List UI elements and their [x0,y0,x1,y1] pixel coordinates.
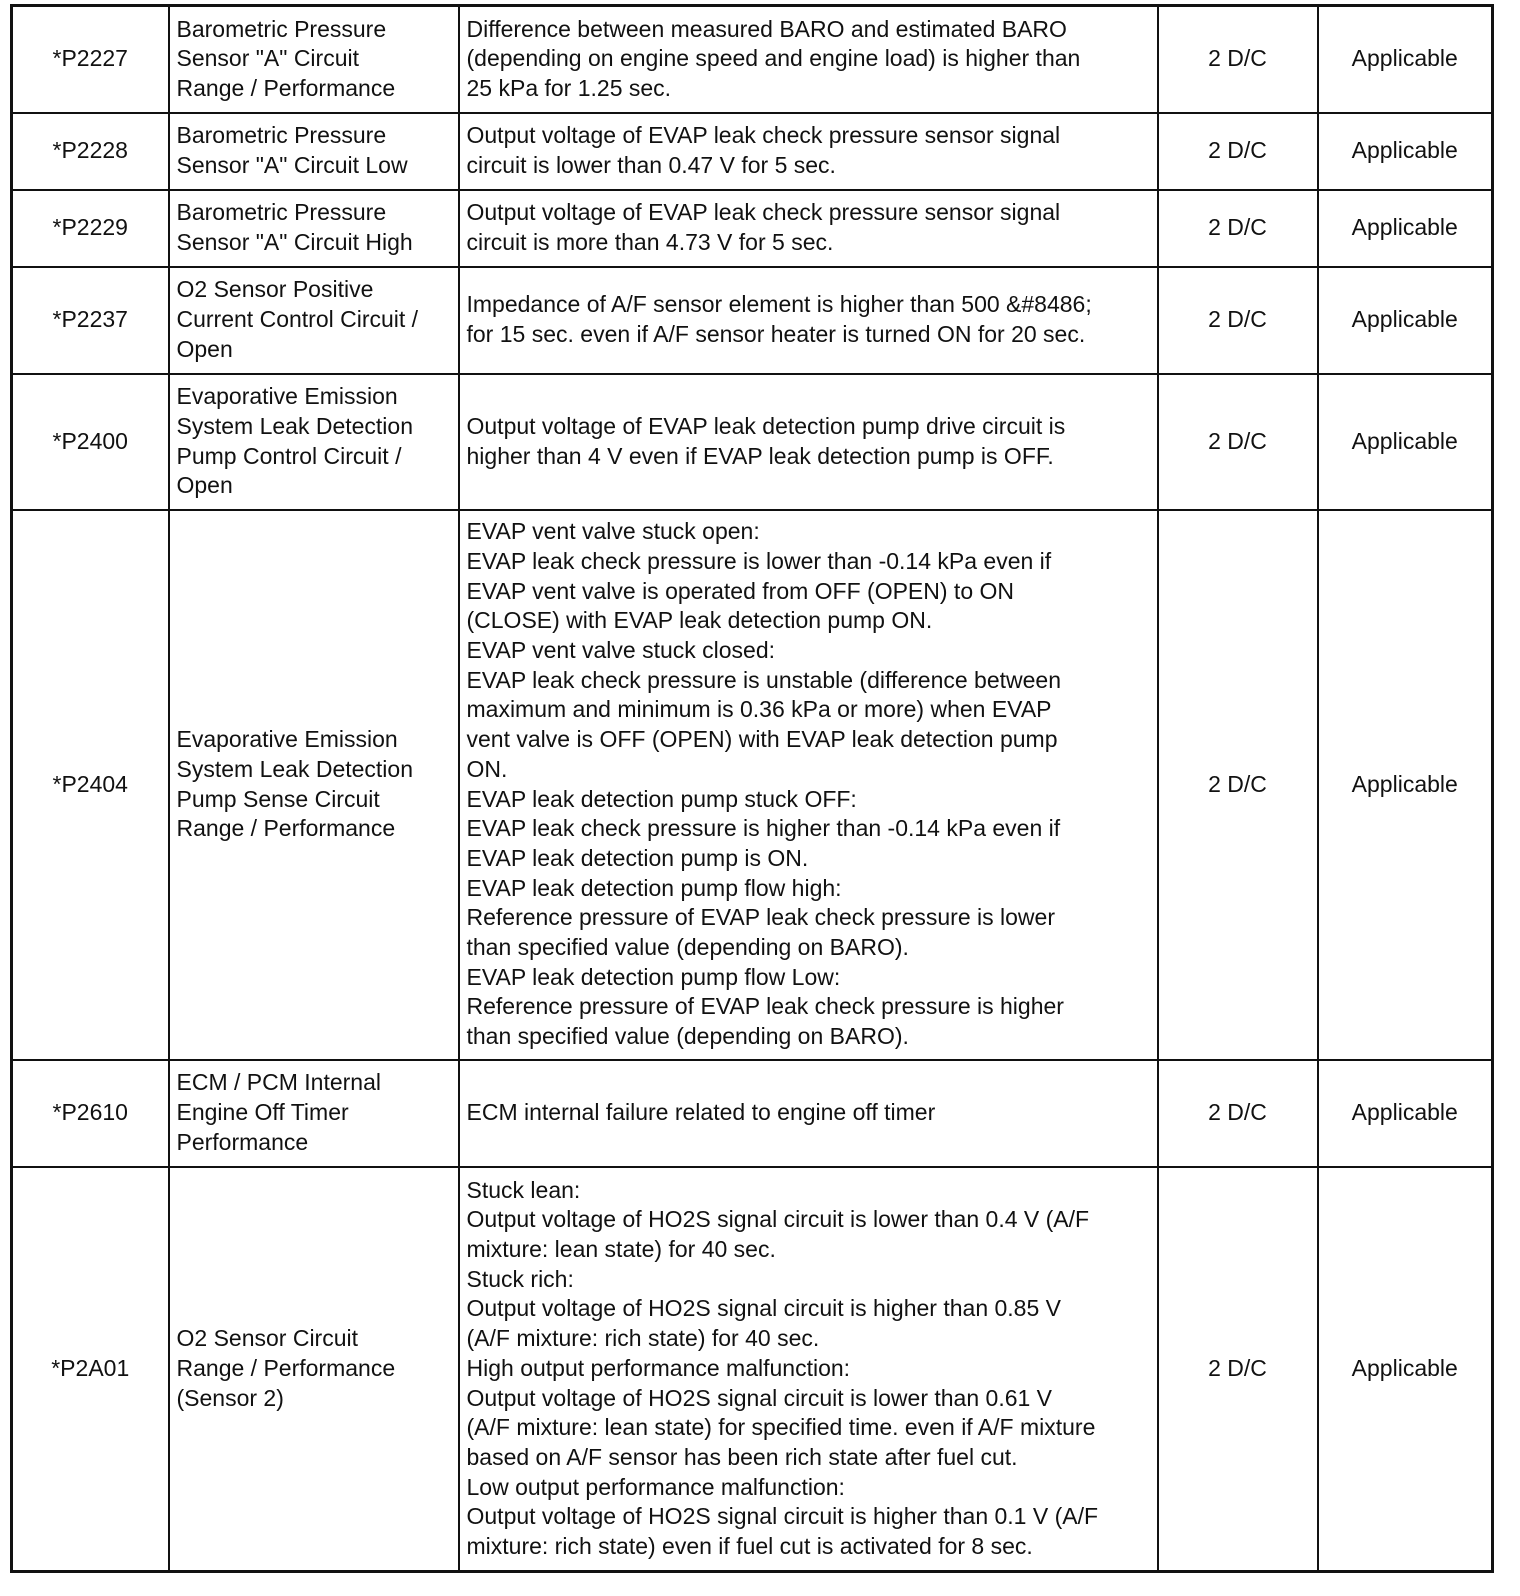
dtc-name-cell: ECM / PCM Internal Engine Off Timer Performance [169,1060,459,1167]
table-row [12,374,1493,510]
detection-condition-cell: ECM internal failure related to engine off timer [459,1060,1158,1167]
dtc-code-cell: *P2229 [12,190,169,267]
detection-condition-cell: Difference between measured BARO and estimated BARO (depending on engine speed and engine load) is higher than 25 kPa for 1.25 sec. [459,6,1158,113]
dtc-name-cell: Evaporative Emission System Leak Detection Pump Sense Circuit Range / Performance [169,510,459,1060]
table-row [12,1167,1493,1572]
table-row [12,510,1493,1060]
detection-condition-cell: Output voltage of EVAP leak detection pump drive circuit is higher than 4 V even if EVAP leak detection pump is OFF. [459,374,1158,510]
dtc-code-cell: *P2400 [12,374,169,510]
mil-cell: Applicable [1318,374,1493,510]
trip-cell: 2 D/C [1158,1167,1318,1572]
detection-condition-cell: EVAP vent valve stuck open: EVAP leak check pressure is lower than -0.14 kPa even if EVAP vent valve is operated from OFF (OPEN) to ON (CLOSE) with EVAP leak detection pump ON. EVAP vent valve stuck closed: EVAP leak check pressure is unstable (difference between maximum and minimum is 0.36 kPa or more) when EVAP vent valve is OFF (OPEN) with EVAP leak detection pump ON. EVAP leak detection pump stuck OFF: EVAP leak check pressure is higher than -0.14 kPa even if EVAP leak detection pump is ON. EVAP leak detection pump flow high: Reference pressure of EVAP leak check pressure is lower than specified value (depending on BARO). EVAP leak detection pump flow Low: Reference pressure of EVAP leak check pressure is higher than specified value (depending on BARO). [459,510,1158,1060]
trip-cell: 2 D/C [1158,6,1318,113]
mil-cell: Applicable [1318,267,1493,374]
mil-cell: Applicable [1318,113,1493,190]
dtc-code-cell: *P2237 [12,267,169,374]
mil-cell: Applicable [1318,510,1493,1060]
trip-cell: 2 D/C [1158,374,1318,510]
table-row [12,113,1493,190]
trip-cell: 2 D/C [1158,113,1318,190]
dtc-code-cell: *P2228 [12,113,169,190]
table-row [12,1060,1493,1167]
dtc-name-cell: Barometric Pressure Sensor "A" Circuit Range / Performance [169,6,459,113]
mil-cell: Applicable [1318,1167,1493,1572]
dtc-name-cell: Evaporative Emission System Leak Detection Pump Control Circuit / Open [169,374,459,510]
dtc-table [10,4,1494,1573]
dtc-name-cell: Barometric Pressure Sensor "A" Circuit High [169,190,459,267]
table-row [12,267,1493,374]
dtc-name-cell: Barometric Pressure Sensor "A" Circuit Low [169,113,459,190]
trip-cell: 2 D/C [1158,267,1318,374]
dtc-code-cell: *P2227 [12,6,169,113]
detection-condition-cell: Output voltage of EVAP leak check pressure sensor signal circuit is lower than 0.47 V for 5 sec. [459,113,1158,190]
mil-cell: Applicable [1318,6,1493,113]
dtc-code-cell: *P2404 [12,510,169,1060]
dtc-code-cell: *P2610 [12,1060,169,1167]
detection-condition-cell: Stuck lean: Output voltage of HO2S signal circuit is lower than 0.4 V (A/F mixture: lean state) for 40 sec. Stuck rich: Output voltage of HO2S signal circuit is higher than 0.85 V (A/F mixture: rich state) for 40 sec. High output performance malfunction: Output voltage of HO2S signal circuit is lower than 0.61 V (A/F mixture: lean state) for specified time. even if A/F mixture based on A/F sensor has been rich state after fuel cut. Low output performance malfunction: Output voltage of HO2S signal circuit is higher than 0.1 V (A/F mixture: rich state) even if fuel cut is activated for 8 sec. [459,1167,1158,1572]
detection-condition-cell: Impedance of A/F sensor element is higher than 500 &#8486; for 15 sec. even if A/F sensor heater is turned ON for 20 sec. [459,267,1158,374]
trip-cell: 2 D/C [1158,1060,1318,1167]
detection-condition-cell: Output voltage of EVAP leak check pressure sensor signal circuit is more than 4.73 V for 5 sec. [459,190,1158,267]
mil-cell: Applicable [1318,190,1493,267]
dtc-name-cell: O2 Sensor Circuit Range / Performance (Sensor 2) [169,1167,459,1572]
trip-cell: 2 D/C [1158,190,1318,267]
table-row [12,190,1493,267]
table-row [12,6,1493,113]
trip-cell: 2 D/C [1158,510,1318,1060]
mil-cell: Applicable [1318,1060,1493,1167]
dtc-code-cell: *P2A01 [12,1167,169,1572]
dtc-name-cell: O2 Sensor Positive Current Control Circuit / Open [169,267,459,374]
